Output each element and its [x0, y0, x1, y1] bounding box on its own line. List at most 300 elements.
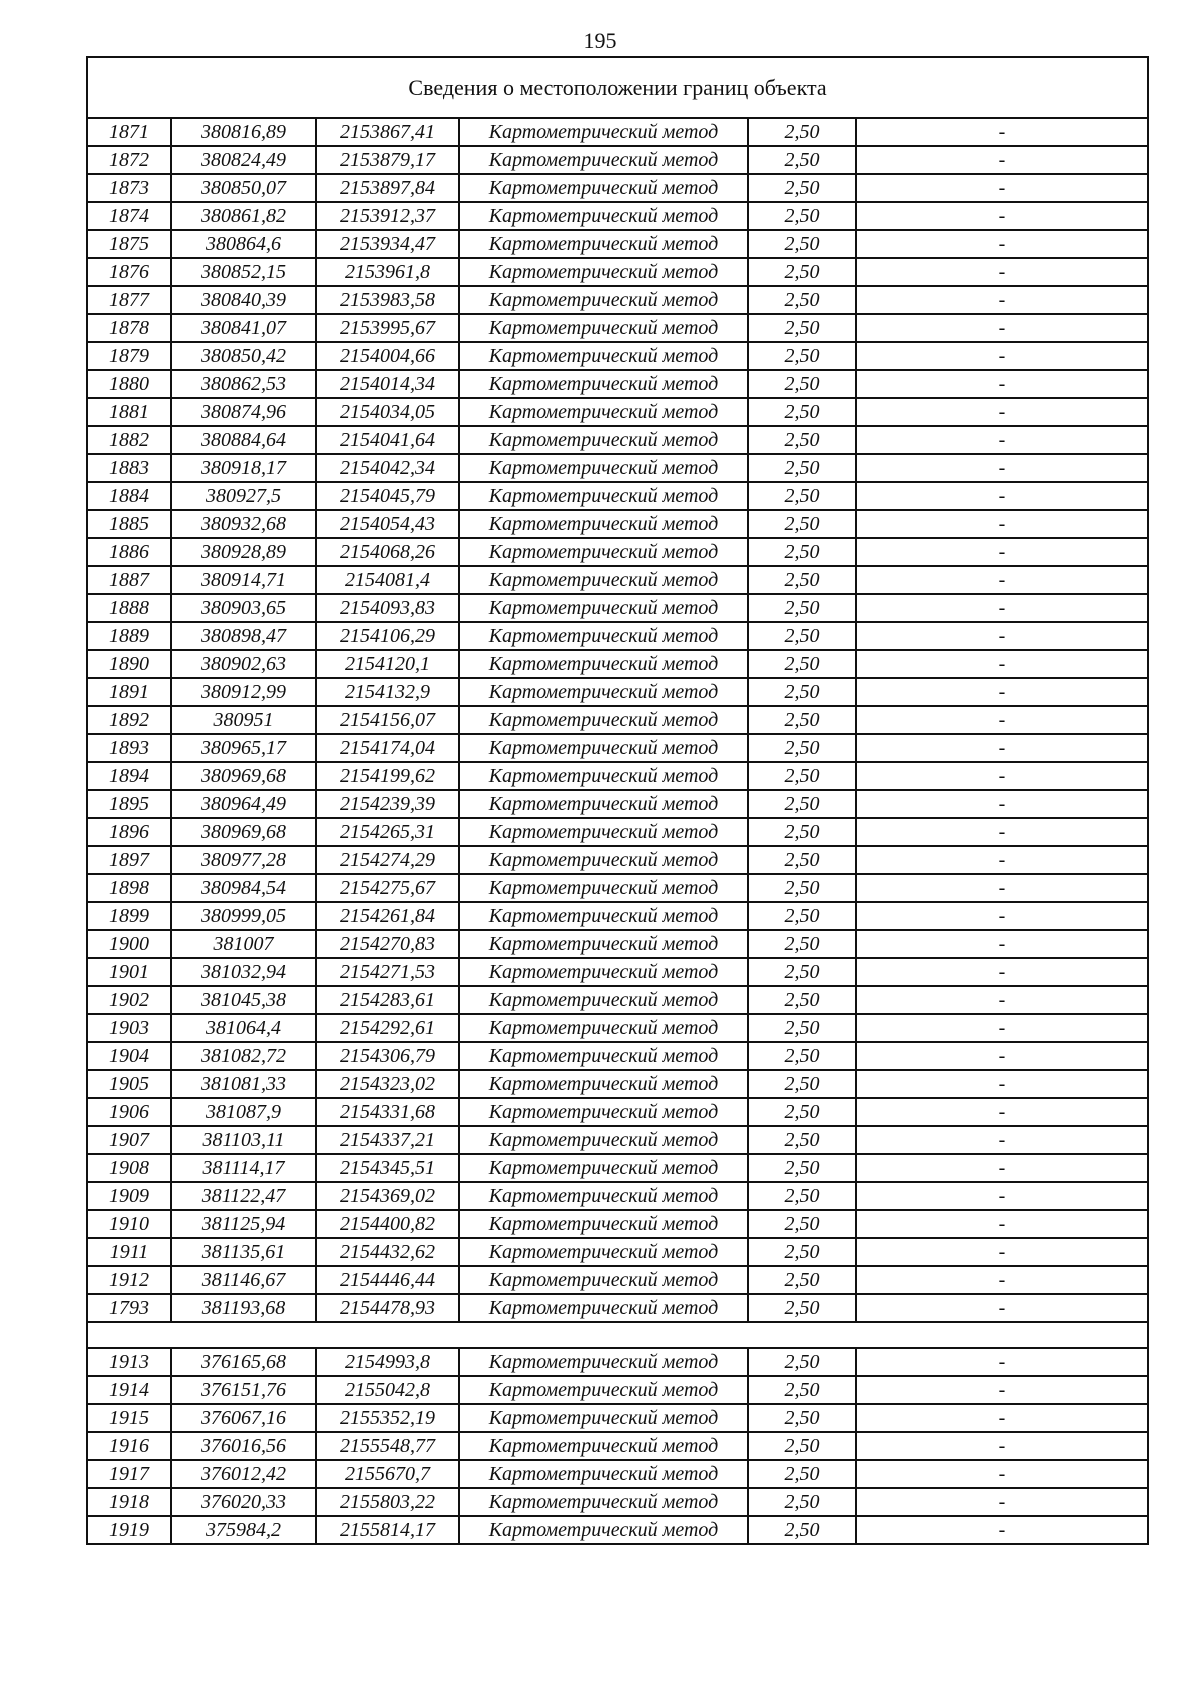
method-cell: Картометрический метод [459, 1294, 748, 1322]
y-coordinate-cell: 2153983,58 [316, 286, 459, 314]
point-number-cell: 1904 [87, 1042, 171, 1070]
x-coordinate-cell: 381193,68 [171, 1294, 316, 1322]
accuracy-cell: 2,50 [748, 1516, 856, 1544]
description-cell: - [856, 118, 1148, 146]
table-row [87, 454, 1148, 482]
accuracy-cell: 2,50 [748, 566, 856, 594]
method-cell: Картометрический метод [459, 398, 748, 426]
description-cell: - [856, 1154, 1148, 1182]
point-number-cell: 1896 [87, 818, 171, 846]
y-coordinate-cell: 2154034,05 [316, 398, 459, 426]
table-row [87, 314, 1148, 342]
description-cell: - [856, 370, 1148, 398]
description-cell: - [856, 1488, 1148, 1516]
method-cell: Картометрический метод [459, 370, 748, 398]
description-cell: - [856, 1042, 1148, 1070]
method-cell: Картометрический метод [459, 1098, 748, 1126]
table-row [87, 678, 1148, 706]
x-coordinate-cell: 380850,07 [171, 174, 316, 202]
table-row [87, 790, 1148, 818]
description-cell: - [856, 1014, 1148, 1042]
y-coordinate-cell: 2154239,39 [316, 790, 459, 818]
x-coordinate-cell: 380999,05 [171, 902, 316, 930]
accuracy-cell: 2,50 [748, 1432, 856, 1460]
method-cell: Картометрический метод [459, 1070, 748, 1098]
x-coordinate-cell: 380928,89 [171, 538, 316, 566]
description-cell: - [856, 1460, 1148, 1488]
x-coordinate-cell: 380965,17 [171, 734, 316, 762]
method-cell: Картометрический метод [459, 454, 748, 482]
point-number-cell: 1879 [87, 342, 171, 370]
y-coordinate-cell: 2154274,29 [316, 846, 459, 874]
description-cell: - [856, 426, 1148, 454]
accuracy-cell: 2,50 [748, 1154, 856, 1182]
y-coordinate-cell: 2154478,93 [316, 1294, 459, 1322]
table-row [87, 426, 1148, 454]
accuracy-cell: 2,50 [748, 174, 856, 202]
method-cell: Картометрический метод [459, 314, 748, 342]
x-coordinate-cell: 381125,94 [171, 1210, 316, 1238]
x-coordinate-cell: 376020,33 [171, 1488, 316, 1516]
point-number-cell: 1908 [87, 1154, 171, 1182]
x-coordinate-cell: 380884,64 [171, 426, 316, 454]
method-cell: Картометрический метод [459, 1376, 748, 1404]
method-cell: Картометрический метод [459, 762, 748, 790]
table-row [87, 594, 1148, 622]
method-cell: Картометрический метод [459, 1182, 748, 1210]
x-coordinate-cell: 380898,47 [171, 622, 316, 650]
point-number-cell: 1910 [87, 1210, 171, 1238]
table-row [87, 342, 1148, 370]
x-coordinate-cell: 380852,15 [171, 258, 316, 286]
x-coordinate-cell: 380932,68 [171, 510, 316, 538]
accuracy-cell: 2,50 [748, 1182, 856, 1210]
point-number-cell: 1884 [87, 482, 171, 510]
x-coordinate-cell: 381135,61 [171, 1238, 316, 1266]
accuracy-cell: 2,50 [748, 1266, 856, 1294]
point-number-cell: 1897 [87, 846, 171, 874]
y-coordinate-cell: 2155042,8 [316, 1376, 459, 1404]
description-cell: - [856, 566, 1148, 594]
y-coordinate-cell: 2155352,19 [316, 1404, 459, 1432]
description-cell: - [856, 594, 1148, 622]
description-cell: - [856, 1348, 1148, 1376]
method-cell: Картометрический метод [459, 202, 748, 230]
description-cell: - [856, 622, 1148, 650]
table-row [87, 846, 1148, 874]
x-coordinate-cell: 381032,94 [171, 958, 316, 986]
method-cell: Картометрический метод [459, 118, 748, 146]
point-number-cell: 1911 [87, 1238, 171, 1266]
point-number-cell: 1876 [87, 258, 171, 286]
method-cell: Картометрический метод [459, 566, 748, 594]
x-coordinate-cell: 376151,76 [171, 1376, 316, 1404]
table-row [87, 370, 1148, 398]
x-coordinate-cell: 380914,71 [171, 566, 316, 594]
description-cell: - [856, 1182, 1148, 1210]
y-coordinate-cell: 2155814,17 [316, 1516, 459, 1544]
method-cell: Картометрический метод [459, 678, 748, 706]
method-cell: Картометрический метод [459, 258, 748, 286]
description-cell: - [856, 454, 1148, 482]
accuracy-cell: 2,50 [748, 678, 856, 706]
table-row [87, 118, 1148, 146]
table-row [87, 1432, 1148, 1460]
accuracy-cell: 2,50 [748, 370, 856, 398]
description-cell: - [856, 1294, 1148, 1322]
description-cell: - [856, 1126, 1148, 1154]
accuracy-cell: 2,50 [748, 538, 856, 566]
table-row [87, 146, 1148, 174]
table-row [87, 734, 1148, 762]
y-coordinate-cell: 2154199,62 [316, 762, 459, 790]
description-cell: - [856, 342, 1148, 370]
accuracy-cell: 2,50 [748, 706, 856, 734]
table-row [87, 1098, 1148, 1126]
table-row [87, 622, 1148, 650]
method-cell: Картометрический метод [459, 734, 748, 762]
method-cell: Картометрический метод [459, 986, 748, 1014]
description-cell: - [856, 1210, 1148, 1238]
description-cell: - [856, 1098, 1148, 1126]
table-row [87, 1210, 1148, 1238]
point-number-cell: 1872 [87, 146, 171, 174]
table-body [87, 57, 1148, 1544]
y-coordinate-cell: 2154283,61 [316, 986, 459, 1014]
x-coordinate-cell: 380977,28 [171, 846, 316, 874]
description-cell: - [856, 762, 1148, 790]
description-cell: - [856, 286, 1148, 314]
accuracy-cell: 2,50 [748, 986, 856, 1014]
description-cell: - [856, 510, 1148, 538]
point-number-cell: 1889 [87, 622, 171, 650]
point-number-cell: 1871 [87, 118, 171, 146]
y-coordinate-cell: 2154446,44 [316, 1266, 459, 1294]
method-cell: Картометрический метод [459, 174, 748, 202]
accuracy-cell: 2,50 [748, 258, 856, 286]
accuracy-cell: 2,50 [748, 1460, 856, 1488]
y-coordinate-cell: 2154132,9 [316, 678, 459, 706]
table-row [87, 286, 1148, 314]
x-coordinate-cell: 380912,99 [171, 678, 316, 706]
x-coordinate-cell: 380927,5 [171, 482, 316, 510]
x-coordinate-cell: 376012,42 [171, 1460, 316, 1488]
method-cell: Картометрический метод [459, 538, 748, 566]
x-coordinate-cell: 381114,17 [171, 1154, 316, 1182]
description-cell: - [856, 874, 1148, 902]
point-number-cell: 1917 [87, 1460, 171, 1488]
table-row [87, 1126, 1148, 1154]
method-cell: Картометрический метод [459, 1154, 748, 1182]
y-coordinate-cell: 2154323,02 [316, 1070, 459, 1098]
accuracy-cell: 2,50 [748, 790, 856, 818]
point-number-cell: 1880 [87, 370, 171, 398]
description-cell: - [856, 1266, 1148, 1294]
point-number-cell: 1913 [87, 1348, 171, 1376]
method-cell: Картометрический метод [459, 342, 748, 370]
y-coordinate-cell: 2154337,21 [316, 1126, 459, 1154]
accuracy-cell: 2,50 [748, 902, 856, 930]
x-coordinate-cell: 380902,63 [171, 650, 316, 678]
y-coordinate-cell: 2154174,04 [316, 734, 459, 762]
method-cell: Картометрический метод [459, 1404, 748, 1432]
y-coordinate-cell: 2154068,26 [316, 538, 459, 566]
y-coordinate-cell: 2154306,79 [316, 1042, 459, 1070]
y-coordinate-cell: 2153879,17 [316, 146, 459, 174]
method-cell: Картометрический метод [459, 706, 748, 734]
description-cell: - [856, 1238, 1148, 1266]
accuracy-cell: 2,50 [748, 398, 856, 426]
accuracy-cell: 2,50 [748, 454, 856, 482]
accuracy-cell: 2,50 [748, 1042, 856, 1070]
point-number-cell: 1909 [87, 1182, 171, 1210]
y-coordinate-cell: 2154270,83 [316, 930, 459, 958]
accuracy-cell: 2,50 [748, 510, 856, 538]
y-coordinate-cell: 2154261,84 [316, 902, 459, 930]
description-cell: - [856, 1516, 1148, 1544]
table-row [87, 986, 1148, 1014]
x-coordinate-cell: 376067,16 [171, 1404, 316, 1432]
point-number-cell: 1882 [87, 426, 171, 454]
method-cell: Картометрический метод [459, 230, 748, 258]
point-number-cell: 1914 [87, 1376, 171, 1404]
point-number-cell: 1885 [87, 510, 171, 538]
table-title-row [87, 57, 1148, 118]
y-coordinate-cell: 2154054,43 [316, 510, 459, 538]
method-cell: Картометрический метод [459, 1488, 748, 1516]
y-coordinate-cell: 2153897,84 [316, 174, 459, 202]
table-row [87, 398, 1148, 426]
y-coordinate-cell: 2154993,8 [316, 1348, 459, 1376]
point-number-cell: 1916 [87, 1432, 171, 1460]
page-number: 195 [583, 28, 617, 53]
x-coordinate-cell: 380864,6 [171, 230, 316, 258]
method-cell: Картометрический метод [459, 146, 748, 174]
accuracy-cell: 2,50 [748, 874, 856, 902]
x-coordinate-cell: 381064,4 [171, 1014, 316, 1042]
point-number-cell: 1912 [87, 1266, 171, 1294]
y-coordinate-cell: 2154292,61 [316, 1014, 459, 1042]
point-number-cell: 1874 [87, 202, 171, 230]
point-number-cell: 1873 [87, 174, 171, 202]
table-row [87, 482, 1148, 510]
method-cell: Картометрический метод [459, 1126, 748, 1154]
accuracy-cell: 2,50 [748, 1098, 856, 1126]
table-row [87, 1042, 1148, 1070]
point-number-cell: 1892 [87, 706, 171, 734]
method-cell: Картометрический метод [459, 1460, 748, 1488]
description-cell: - [856, 538, 1148, 566]
table-row [87, 874, 1148, 902]
description-cell: - [856, 902, 1148, 930]
x-coordinate-cell: 380951 [171, 706, 316, 734]
table-row [87, 1516, 1148, 1544]
point-number-cell: 1793 [87, 1294, 171, 1322]
accuracy-cell: 2,50 [748, 230, 856, 258]
x-coordinate-cell: 381081,33 [171, 1070, 316, 1098]
table-row [87, 1070, 1148, 1098]
x-coordinate-cell: 380874,96 [171, 398, 316, 426]
point-number-cell: 1901 [87, 958, 171, 986]
description-cell: - [856, 1404, 1148, 1432]
x-coordinate-cell: 375984,2 [171, 1516, 316, 1544]
table-row [87, 1182, 1148, 1210]
x-coordinate-cell: 380918,17 [171, 454, 316, 482]
y-coordinate-cell: 2155670,7 [316, 1460, 459, 1488]
table-row [87, 202, 1148, 230]
method-cell: Картометрический метод [459, 650, 748, 678]
accuracy-cell: 2,50 [748, 734, 856, 762]
description-cell: - [856, 202, 1148, 230]
method-cell: Картометрический метод [459, 510, 748, 538]
x-coordinate-cell: 380964,49 [171, 790, 316, 818]
table-row [87, 1404, 1148, 1432]
x-coordinate-cell: 380862,53 [171, 370, 316, 398]
x-coordinate-cell: 380969,68 [171, 818, 316, 846]
y-coordinate-cell: 2154081,4 [316, 566, 459, 594]
description-cell: - [856, 230, 1148, 258]
accuracy-cell: 2,50 [748, 118, 856, 146]
y-coordinate-cell: 2154041,64 [316, 426, 459, 454]
y-coordinate-cell: 2153912,37 [316, 202, 459, 230]
point-number-cell: 1905 [87, 1070, 171, 1098]
y-coordinate-cell: 2153934,47 [316, 230, 459, 258]
table-row [87, 510, 1148, 538]
point-number-cell: 1899 [87, 902, 171, 930]
description-cell: - [856, 734, 1148, 762]
x-coordinate-cell: 376165,68 [171, 1348, 316, 1376]
accuracy-cell: 2,50 [748, 846, 856, 874]
method-cell: Картометрический метод [459, 594, 748, 622]
point-number-cell: 1888 [87, 594, 171, 622]
x-coordinate-cell: 381007 [171, 930, 316, 958]
y-coordinate-cell: 2154093,83 [316, 594, 459, 622]
x-coordinate-cell: 381103,11 [171, 1126, 316, 1154]
table-row [87, 1154, 1148, 1182]
y-coordinate-cell: 2154331,68 [316, 1098, 459, 1126]
accuracy-cell: 2,50 [748, 426, 856, 454]
description-cell: - [856, 482, 1148, 510]
description-cell: - [856, 398, 1148, 426]
point-number-cell: 1891 [87, 678, 171, 706]
y-coordinate-cell: 2154400,82 [316, 1210, 459, 1238]
point-number-cell: 1918 [87, 1488, 171, 1516]
point-number-cell: 1887 [87, 566, 171, 594]
point-number-cell: 1919 [87, 1516, 171, 1544]
description-cell: - [856, 1376, 1148, 1404]
description-cell: - [856, 1432, 1148, 1460]
x-coordinate-cell: 381146,67 [171, 1266, 316, 1294]
method-cell: Картометрический метод [459, 930, 748, 958]
accuracy-cell: 2,50 [748, 1070, 856, 1098]
y-coordinate-cell: 2154369,02 [316, 1182, 459, 1210]
accuracy-cell: 2,50 [748, 482, 856, 510]
y-coordinate-cell: 2154275,67 [316, 874, 459, 902]
method-cell: Картометрический метод [459, 1516, 748, 1544]
accuracy-cell: 2,50 [748, 622, 856, 650]
x-coordinate-cell: 380840,39 [171, 286, 316, 314]
method-cell: Картометрический метод [459, 790, 748, 818]
table-row [87, 538, 1148, 566]
method-cell: Картометрический метод [459, 622, 748, 650]
table-row [87, 762, 1148, 790]
accuracy-cell: 2,50 [748, 594, 856, 622]
x-coordinate-cell: 380824,49 [171, 146, 316, 174]
description-cell: - [856, 314, 1148, 342]
x-coordinate-cell: 381082,72 [171, 1042, 316, 1070]
accuracy-cell: 2,50 [748, 930, 856, 958]
x-coordinate-cell: 380861,82 [171, 202, 316, 230]
x-coordinate-cell: 381122,47 [171, 1182, 316, 1210]
description-cell: - [856, 958, 1148, 986]
point-number-cell: 1898 [87, 874, 171, 902]
table-row [87, 902, 1148, 930]
point-number-cell: 1875 [87, 230, 171, 258]
description-cell: - [856, 146, 1148, 174]
accuracy-cell: 2,50 [748, 286, 856, 314]
point-number-cell: 1883 [87, 454, 171, 482]
y-coordinate-cell: 2153961,8 [316, 258, 459, 286]
accuracy-cell: 2,50 [748, 762, 856, 790]
group-separator-row [87, 1322, 1148, 1348]
description-cell: - [856, 650, 1148, 678]
method-cell: Картометрический метод [459, 1042, 748, 1070]
point-number-cell: 1907 [87, 1126, 171, 1154]
point-number-cell: 1878 [87, 314, 171, 342]
point-number-cell: 1893 [87, 734, 171, 762]
point-number-cell: 1877 [87, 286, 171, 314]
accuracy-cell: 2,50 [748, 1014, 856, 1042]
point-number-cell: 1881 [87, 398, 171, 426]
accuracy-cell: 2,50 [748, 146, 856, 174]
table-title: Сведения о местоположении границ объекта [87, 57, 1148, 118]
y-coordinate-cell: 2155548,77 [316, 1432, 459, 1460]
method-cell: Картометрический метод [459, 1432, 748, 1460]
table-row [87, 1488, 1148, 1516]
table-row [87, 230, 1148, 258]
point-number-cell: 1890 [87, 650, 171, 678]
description-cell: - [856, 706, 1148, 734]
accuracy-cell: 2,50 [748, 1238, 856, 1266]
description-cell: - [856, 174, 1148, 202]
method-cell: Картометрический метод [459, 426, 748, 454]
table-row [87, 1376, 1148, 1404]
method-cell: Картометрический метод [459, 902, 748, 930]
accuracy-cell: 2,50 [748, 1294, 856, 1322]
method-cell: Картометрический метод [459, 818, 748, 846]
description-cell: - [856, 1070, 1148, 1098]
description-cell: - [856, 986, 1148, 1014]
x-coordinate-cell: 380903,65 [171, 594, 316, 622]
table-row [87, 1294, 1148, 1322]
y-coordinate-cell: 2154156,07 [316, 706, 459, 734]
table-row [87, 174, 1148, 202]
accuracy-cell: 2,50 [748, 202, 856, 230]
x-coordinate-cell: 380816,89 [171, 118, 316, 146]
method-cell: Картометрический метод [459, 958, 748, 986]
accuracy-cell: 2,50 [748, 650, 856, 678]
table-row [87, 258, 1148, 286]
point-number-cell: 1895 [87, 790, 171, 818]
table-row [87, 1348, 1148, 1376]
x-coordinate-cell: 376016,56 [171, 1432, 316, 1460]
method-cell: Картометрический метод [459, 286, 748, 314]
method-cell: Картометрический метод [459, 1238, 748, 1266]
y-coordinate-cell: 2154265,31 [316, 818, 459, 846]
description-cell: - [856, 930, 1148, 958]
table-row [87, 1460, 1148, 1488]
description-cell: - [856, 846, 1148, 874]
